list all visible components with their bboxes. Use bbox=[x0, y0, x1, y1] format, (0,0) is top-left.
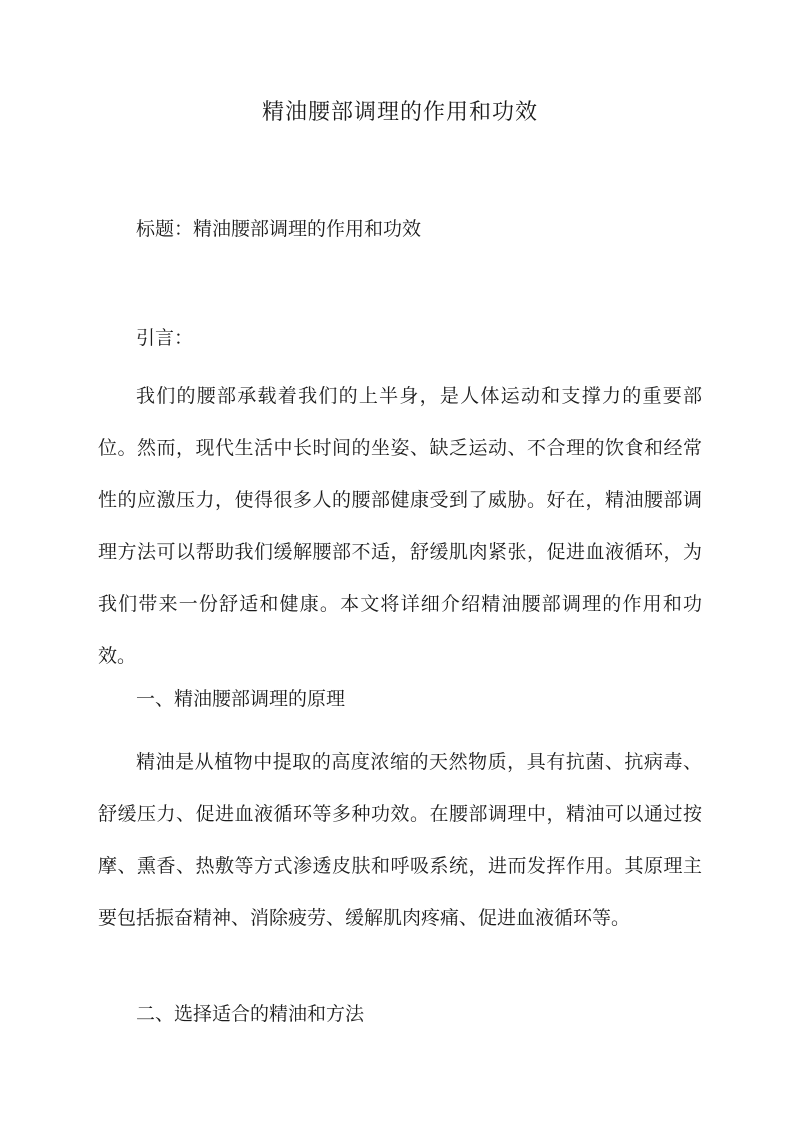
section-paragraph-principle: 精油是从植物中提取的高度浓缩的天然物质，具有抗菌、抗病毒、舒缓压力、促进血液循环等多种功效。在腰部调理中，精油可以通过按摩、熏香、热敷等方式渗透皮肤和呼吸系统，进而发挥作用。其原理主要包括振奋精神、消除疲劳、缓解肌肉疼痛、促进血液循环等。 bbox=[98, 751, 702, 929]
document-title: 精油腰部调理的作用和功效 bbox=[261, 100, 538, 125]
intro-paragraph: 我们的腰部承载着我们的上半身，是人体运动和支撑力的重要部位。然而，现代生活中长时间的坐姿、缺乏运动、不合理的饮食和经常性的应激压力，使得很多人的腰部健康受到了威胁。好在，精油腰部调理方法可以帮助我们缓解腰部不适，舒缓肌肉紧张，促进血液循环，为我们带来一份舒适和健康。本文将详细介绍精油腰部调理的作用和功效。 bbox=[98, 385, 702, 667]
section-heading-selection: 二、选择适合的精油和方法 bbox=[136, 1003, 365, 1025]
section-heading-principle: 一、精油腰部调理的原理 bbox=[136, 688, 346, 710]
title-line: 标题：精油腰部调理的作用和功效 bbox=[136, 218, 422, 240]
intro-label: 引言： bbox=[136, 327, 194, 349]
